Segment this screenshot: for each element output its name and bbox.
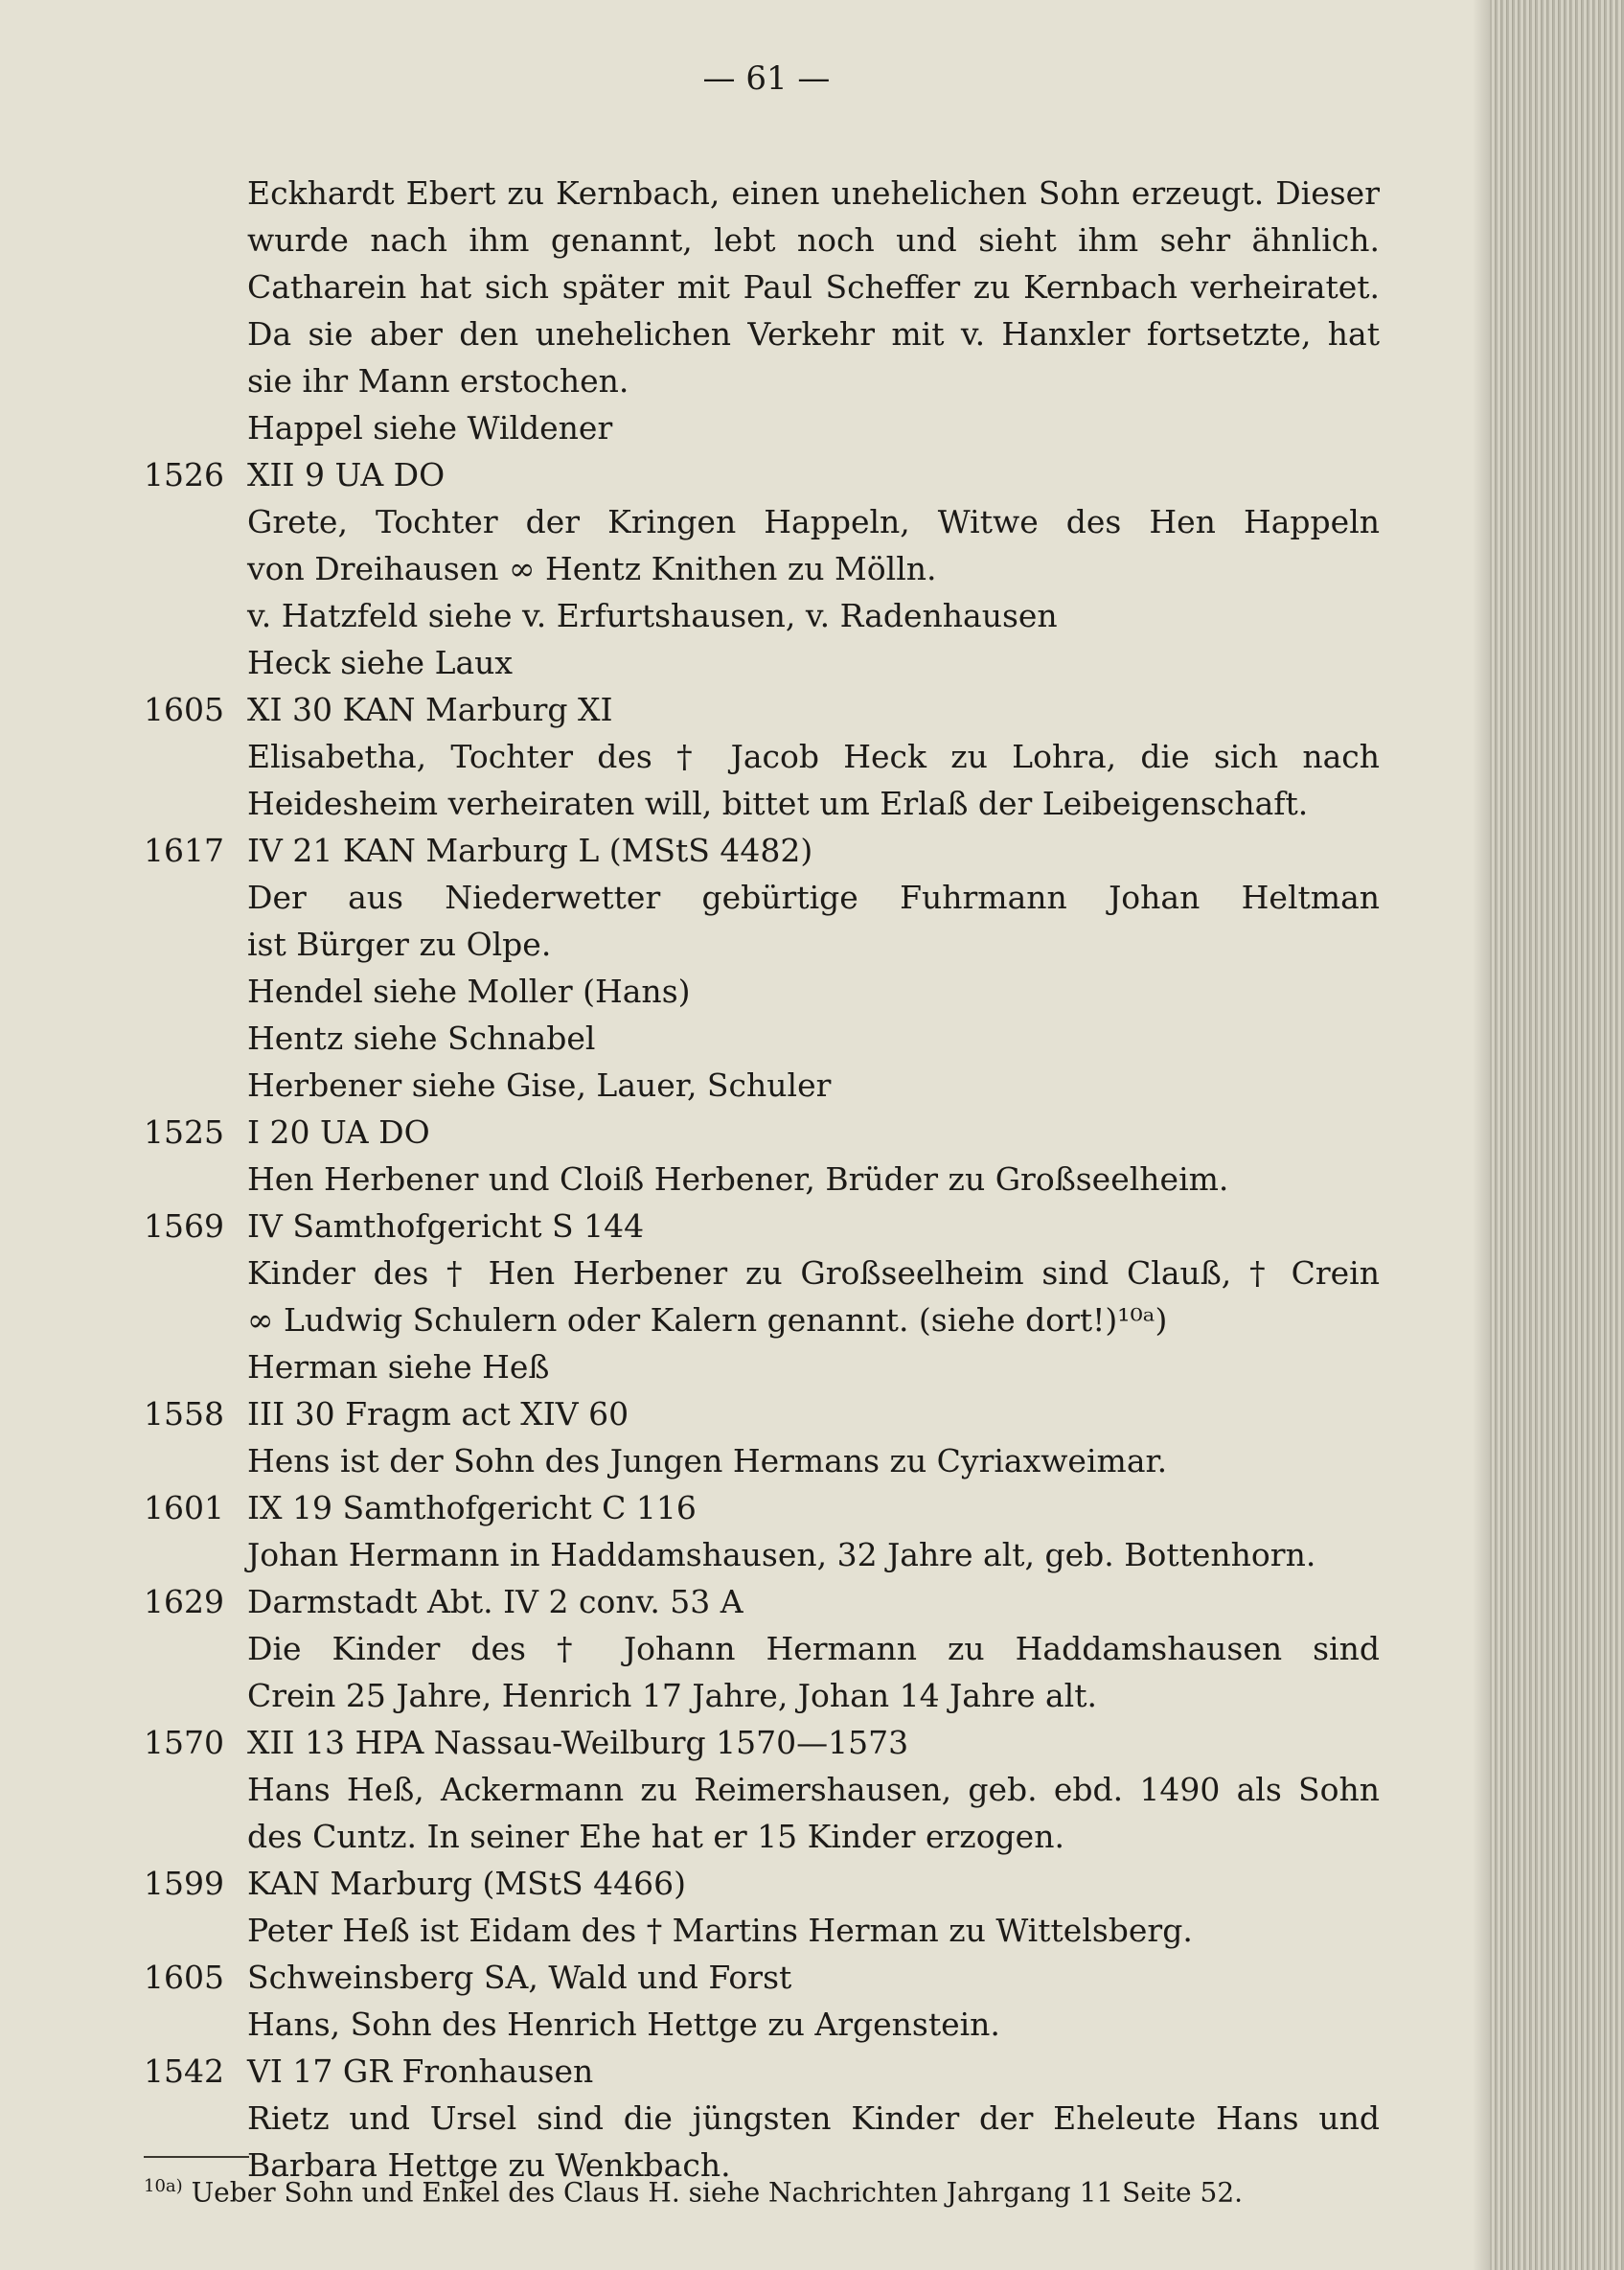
line-text: des Cuntz. In seiner Ehe hat er 15 Kinder erzogen. (247, 1818, 1064, 1855)
line-text: Crein 25 Jahre, Henrich 17 Jahre, Johan 14 Jahre alt. (247, 1677, 1097, 1714)
footnote-rule (144, 2156, 249, 2158)
text-line (144, 2001, 1380, 2048)
line-text: Herman siehe Heß (247, 1348, 550, 1386)
text-line (144, 1250, 1380, 1296)
text-line (144, 1437, 1380, 1484)
entry-header-line (144, 827, 1380, 874)
line-text: Johan Hermann in Haddamshausen, 32 Jahre alt, geb. Bottenhorn. (247, 1536, 1316, 1573)
text-line (144, 1062, 1380, 1109)
line-text: Peter Heß ist Eidam des † Martins Herman zu Wittelsberg. (247, 1912, 1193, 1949)
entry-year: 1599 (144, 1865, 224, 1902)
entry-header-line (144, 1484, 1380, 1531)
entry-source: Darmstadt Abt. IV 2 conv. 53 A (247, 1583, 743, 1620)
line-text: von Dreihausen ∞ Hentz Knithen zu Mölln. (247, 550, 937, 587)
entry-year: 1605 (144, 691, 224, 728)
line-text: Heck siehe Laux (247, 644, 514, 681)
line-text: Herbener siehe Gise, Lauer, Schuler (247, 1066, 832, 1104)
text-line (144, 170, 1380, 217)
text-line (144, 1296, 1380, 1343)
text-line (144, 639, 1380, 686)
text-line (144, 874, 1380, 921)
line-text: Eckhardt Ebert zu Kernbach, einen unehelichen Sohn erzeugt. Dieser (247, 174, 1380, 212)
entry-source: III 30 Fragm act XIV 60 (247, 1395, 629, 1433)
line-text: Kinder des † Hen Herbener zu Großseelheim sind Clauß, † Crein (247, 1254, 1380, 1292)
entry-source: VI 17 GR Fronhausen (247, 2052, 594, 2090)
text-line (144, 1672, 1380, 1719)
entry-source: IV Samthofgericht S 144 (247, 1207, 645, 1245)
footnote-text: Ueber Sohn und Enkel des Claus H. siehe Nachrichten Jahrgang 11 Seite 52. (191, 2176, 1244, 2209)
entry-header-line (144, 1390, 1380, 1437)
text-line (144, 498, 1380, 545)
entry-year: 1601 (144, 1489, 224, 1526)
line-text: Hans Heß, Ackermann zu Reimershausen, geb. ebd. 1490 als Sohn (247, 1771, 1380, 1808)
line-text: ∞ Ludwig Schulern oder Kalern genannt. (siehe dort!)¹⁰ᵃ) (247, 1301, 1168, 1339)
line-text: Hendel siehe Moller (Hans) (247, 973, 691, 1010)
entry-year: 1525 (144, 1113, 224, 1151)
text-line (144, 921, 1380, 968)
text-line (144, 264, 1380, 310)
line-text: Hentz siehe Schnabel (247, 1020, 596, 1057)
entry-header-line (144, 1203, 1380, 1250)
footnote-mark: 10a) (144, 2176, 183, 2196)
line-text: Heidesheim verheiraten will, bittet um Erlaß der Leibeigenschaft. (247, 785, 1309, 822)
text-line (144, 404, 1380, 451)
entry-year: 1526 (144, 456, 224, 493)
line-text: Elisabetha, Tochter des † Jacob Heck zu Lohra, die sich nach (247, 738, 1380, 775)
line-text: wurde nach ihm genannt, lebt noch und sieht ihm sehr ähnlich. (247, 221, 1380, 259)
entry-source: XI 30 KAN Marburg XI (247, 691, 613, 728)
line-text: Happel siehe Wildener (247, 409, 613, 447)
entry-header-line (144, 686, 1380, 733)
line-text: Catharein hat sich später mit Paul Scheffer zu Kernbach verheiratet. (247, 268, 1380, 306)
text-line (144, 217, 1380, 264)
page-number: — 61 — (702, 59, 831, 98)
text-line (144, 780, 1380, 827)
text-line (144, 1015, 1380, 1062)
entry-year: 1617 (144, 832, 224, 869)
text-line (144, 1343, 1380, 1390)
text-line (144, 545, 1380, 592)
entry-source: Schweinsberg SA, Wald und Forst (247, 1959, 792, 1996)
entry-year: 1569 (144, 1207, 224, 1245)
entry-source: I 20 UA DO (247, 1113, 430, 1151)
entry-source: XII 9 UA DO (247, 456, 446, 493)
line-text: Die Kinder des † Johann Hermann zu Haddamshausen sind (247, 1630, 1380, 1667)
entry-header-line (144, 1109, 1380, 1156)
entry-year: 1605 (144, 1959, 224, 1996)
text-line (144, 1531, 1380, 1578)
entry-year: 1570 (144, 1724, 224, 1761)
text-line (144, 310, 1380, 357)
text-line (144, 1625, 1380, 1672)
line-text: v. Hatzfeld siehe v. Erfurtshausen, v. Radenhausen (247, 597, 1058, 634)
entry-source: XII 13 HPA Nassau-Weilburg 1570—1573 (247, 1724, 909, 1761)
entry-header-line (144, 1719, 1380, 1766)
text-line (144, 357, 1380, 404)
entry-source: KAN Marburg (MStS 4466) (247, 1865, 687, 1902)
entry-header-line (144, 2048, 1380, 2095)
line-text: ist Bürger zu Olpe. (247, 926, 552, 963)
entry-header-line (144, 1954, 1380, 2001)
entry-source: IV 21 KAN Marburg L (MStS 4482) (247, 832, 813, 869)
book-page-edges (1490, 0, 1624, 2270)
text-line (144, 733, 1380, 780)
entry-header-line (144, 451, 1380, 498)
text-line (144, 1907, 1380, 1954)
entry-header-line (144, 1860, 1380, 1907)
text-line (144, 2095, 1380, 2142)
line-text: sie ihr Mann erstochen. (247, 362, 629, 400)
line-text: Da sie aber den unehelichen Verkehr mit v. Hanxler fortsetzte, hat (247, 315, 1380, 353)
text-line (144, 1766, 1380, 1813)
line-text: Barbara Hettge zu Wenkbach. (247, 2146, 731, 2184)
text-line (144, 1156, 1380, 1203)
line-text: Hans, Sohn des Henrich Hettge zu Argenstein. (247, 2006, 1000, 2043)
text-line (144, 968, 1380, 1015)
entry-year: 1558 (144, 1395, 224, 1433)
text-line (144, 592, 1380, 639)
entry-header-line (144, 1578, 1380, 1625)
line-text: Hen Herbener und Cloiß Herbener, Brüder zu Großseelheim. (247, 1160, 1229, 1198)
line-text: Grete, Tochter der Kringen Happeln, Witwe des Hen Happeln (247, 503, 1380, 540)
entry-source: IX 19 Samthofgericht C 116 (247, 1489, 697, 1526)
entry-year: 1542 (144, 2052, 224, 2090)
page-gutter-shadow (1473, 0, 1490, 2270)
text-line (144, 1813, 1380, 1860)
line-text: Hens ist der Sohn des Jungen Hermans zu Cyriaxweimar. (247, 1442, 1168, 1479)
line-text: Der aus Niederwetter gebürtige Fuhrmann Johan Heltman (247, 879, 1380, 916)
footnote (144, 2167, 1380, 2212)
line-text: Rietz und Ursel sind die jüngsten Kinder der Eheleute Hans und (247, 2099, 1380, 2137)
entry-year: 1629 (144, 1583, 224, 1620)
page-body (144, 170, 1380, 2189)
